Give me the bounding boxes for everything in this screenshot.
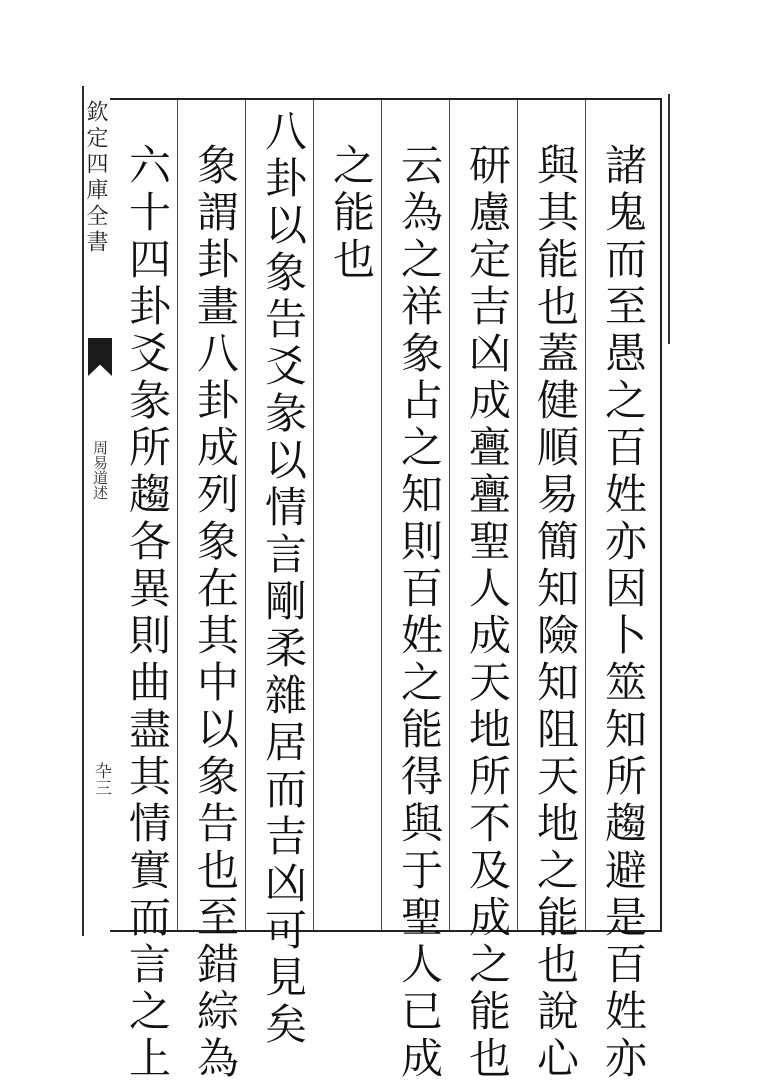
glyph: 易 <box>536 470 579 519</box>
glyph: 十 <box>128 188 171 237</box>
glyph: 告 <box>264 295 307 344</box>
glyph: 八 <box>264 107 307 156</box>
glyph: 以 <box>264 201 307 250</box>
glyph: 彖 <box>128 376 171 425</box>
glyph: 亦 <box>604 517 647 566</box>
text-column-6 <box>257 108 315 1048</box>
margin-page-number: 卆三 <box>91 762 111 796</box>
glyph: 阻 <box>536 705 579 754</box>
glyph: 百 <box>604 940 647 989</box>
glyph: 至 <box>196 893 239 942</box>
glyph: 彖 <box>264 389 307 438</box>
glyph: 情 <box>128 799 171 848</box>
glyph: 筮 <box>604 658 647 707</box>
glyph: 凶 <box>264 859 307 908</box>
glyph: 在 <box>196 564 239 613</box>
margin-header-text: 欽定四庫全書 <box>83 100 108 256</box>
glyph: 已 <box>400 987 443 1036</box>
glyph: 避 <box>604 846 647 895</box>
glyph: 盡 <box>128 705 171 754</box>
glyph: 人 <box>400 940 443 989</box>
glyph: 與 <box>400 799 443 848</box>
glyph: 也 <box>468 1034 511 1083</box>
text-column-5 <box>325 142 383 283</box>
glyph: 情 <box>264 483 307 532</box>
glyph: 不 <box>468 799 511 848</box>
glyph: 簡 <box>536 517 579 566</box>
glyph: 象 <box>264 248 307 297</box>
glyph: 知 <box>604 705 647 754</box>
glyph: 人 <box>468 564 511 613</box>
glyph: 吉 <box>468 282 511 331</box>
glyph: 之 <box>468 940 511 989</box>
glyph: 六 <box>128 141 171 190</box>
glyph: 成 <box>400 1034 443 1083</box>
glyph: 卦 <box>264 154 307 203</box>
text-column-2 <box>529 142 587 1082</box>
glyph: 爻 <box>128 329 171 378</box>
glyph: 慮 <box>468 188 511 237</box>
glyph: 實 <box>128 846 171 895</box>
glyph: 得 <box>400 752 443 801</box>
glyph: 知 <box>536 564 579 613</box>
glyph: 趨 <box>128 470 171 519</box>
glyph: 錯 <box>196 940 239 989</box>
glyph: 之 <box>400 235 443 284</box>
glyph: 列 <box>196 470 239 519</box>
glyph: 為 <box>196 1034 239 1083</box>
glyph: 中 <box>196 658 239 707</box>
glyph: 爻 <box>264 342 307 391</box>
glyph: 聖 <box>468 517 511 566</box>
glyph: 之 <box>536 846 579 895</box>
glyph: 上 <box>128 1034 171 1083</box>
glyph: 百 <box>400 564 443 613</box>
glyph: 也 <box>332 235 375 284</box>
glyph: 地 <box>536 799 579 848</box>
glyph: 八 <box>196 329 239 378</box>
glyph: 象 <box>196 752 239 801</box>
glyph: 蓋 <box>536 329 579 378</box>
glyph: 云 <box>400 141 443 190</box>
glyph: 其 <box>128 752 171 801</box>
glyph: 地 <box>468 705 511 754</box>
glyph: 也 <box>536 282 579 331</box>
glyph: 亹 <box>468 423 511 472</box>
glyph: 剛 <box>264 577 307 626</box>
glyph: 成 <box>468 611 511 660</box>
glyph: 鬼 <box>604 188 647 237</box>
glyph: 言 <box>264 530 307 579</box>
glyph: 見 <box>264 953 307 1002</box>
glyph: 象 <box>196 141 239 190</box>
glyph: 之 <box>128 987 171 1036</box>
glyph: 趨 <box>604 799 647 848</box>
glyph: 象 <box>400 329 443 378</box>
glyph: 能 <box>536 893 579 942</box>
glyph: 各 <box>128 517 171 566</box>
glyph: 其 <box>196 611 239 660</box>
glyph: 所 <box>468 752 511 801</box>
glyph: 占 <box>400 376 443 425</box>
glyph: 及 <box>468 846 511 895</box>
glyph: 姓 <box>604 987 647 1036</box>
glyph: 能 <box>400 705 443 754</box>
glyph: 心 <box>536 1034 579 1083</box>
glyph: 百 <box>604 423 647 472</box>
glyph: 之 <box>400 658 443 707</box>
text-column-8 <box>121 142 179 1082</box>
glyph: 畫 <box>196 282 239 331</box>
glyph: 愚 <box>604 329 647 378</box>
glyph: 四 <box>128 235 171 284</box>
glyph: 吉 <box>264 812 307 861</box>
glyph: 綜 <box>196 987 239 1036</box>
glyph: 卦 <box>196 376 239 425</box>
glyph: 也 <box>196 846 239 895</box>
glyph: 以 <box>264 436 307 485</box>
glyph: 則 <box>400 517 443 566</box>
text-column-3 <box>461 142 519 1082</box>
glyph: 因 <box>604 564 647 613</box>
glyph: 天 <box>468 658 511 707</box>
glyph: 定 <box>468 235 511 284</box>
glyph: 以 <box>196 705 239 754</box>
glyph: 天 <box>536 752 579 801</box>
glyph: 則 <box>128 611 171 660</box>
glyph: 成 <box>468 376 511 425</box>
glyph: 象 <box>196 517 239 566</box>
text-column-7 <box>189 142 247 1082</box>
glyph: 卦 <box>196 235 239 284</box>
glyph: 可 <box>264 906 307 955</box>
glyph: 說 <box>536 987 579 1036</box>
glyph: 姓 <box>400 611 443 660</box>
glyph: 雜 <box>264 671 307 720</box>
glyph: 卜 <box>604 611 647 660</box>
margin-book-title: 周易道述 <box>91 440 109 500</box>
glyph: 為 <box>400 188 443 237</box>
glyph: 所 <box>128 423 171 472</box>
glyph: 知 <box>536 658 579 707</box>
glyph: 諸 <box>604 141 647 190</box>
text-frame <box>110 98 662 1083</box>
glyph: 告 <box>196 799 239 848</box>
text-column-1 <box>597 142 655 1082</box>
glyph: 祥 <box>400 282 443 331</box>
glyph: 柔 <box>264 624 307 673</box>
glyph: 異 <box>128 564 171 613</box>
glyph: 能 <box>332 188 375 237</box>
glyph: 卦 <box>128 282 171 331</box>
glyph: 至 <box>604 282 647 331</box>
glyph: 亹 <box>468 470 511 519</box>
glyph: 知 <box>400 470 443 519</box>
glyph: 順 <box>536 423 579 472</box>
glyph: 成 <box>196 423 239 472</box>
glyph: 而 <box>604 235 647 284</box>
glyph: 聖 <box>400 893 443 942</box>
glyph: 于 <box>400 846 443 895</box>
glyph: 能 <box>536 235 579 284</box>
glyph: 與 <box>536 141 579 190</box>
glyph: 健 <box>536 376 579 425</box>
glyph: 之 <box>400 423 443 472</box>
glyph: 成 <box>468 893 511 942</box>
glyph: 曲 <box>128 658 171 707</box>
glyph: 研 <box>468 141 511 190</box>
glyph: 亦 <box>604 1034 647 1083</box>
glyph: 之 <box>604 376 647 425</box>
glyph: 也 <box>536 940 579 989</box>
glyph: 矣 <box>264 1000 307 1049</box>
glyph: 言 <box>128 940 171 989</box>
glyph: 之 <box>332 141 375 190</box>
glyph: 險 <box>536 611 579 660</box>
glyph: 居 <box>264 718 307 767</box>
text-column-4 <box>393 142 451 1082</box>
glyph: 其 <box>536 188 579 237</box>
glyph: 凶 <box>468 329 511 378</box>
glyph: 姓 <box>604 470 647 519</box>
glyph: 而 <box>128 893 171 942</box>
glyph: 能 <box>468 987 511 1036</box>
glyph: 謂 <box>196 188 239 237</box>
glyph: 所 <box>604 752 647 801</box>
glyph: 是 <box>604 893 647 942</box>
glyph: 而 <box>264 765 307 814</box>
